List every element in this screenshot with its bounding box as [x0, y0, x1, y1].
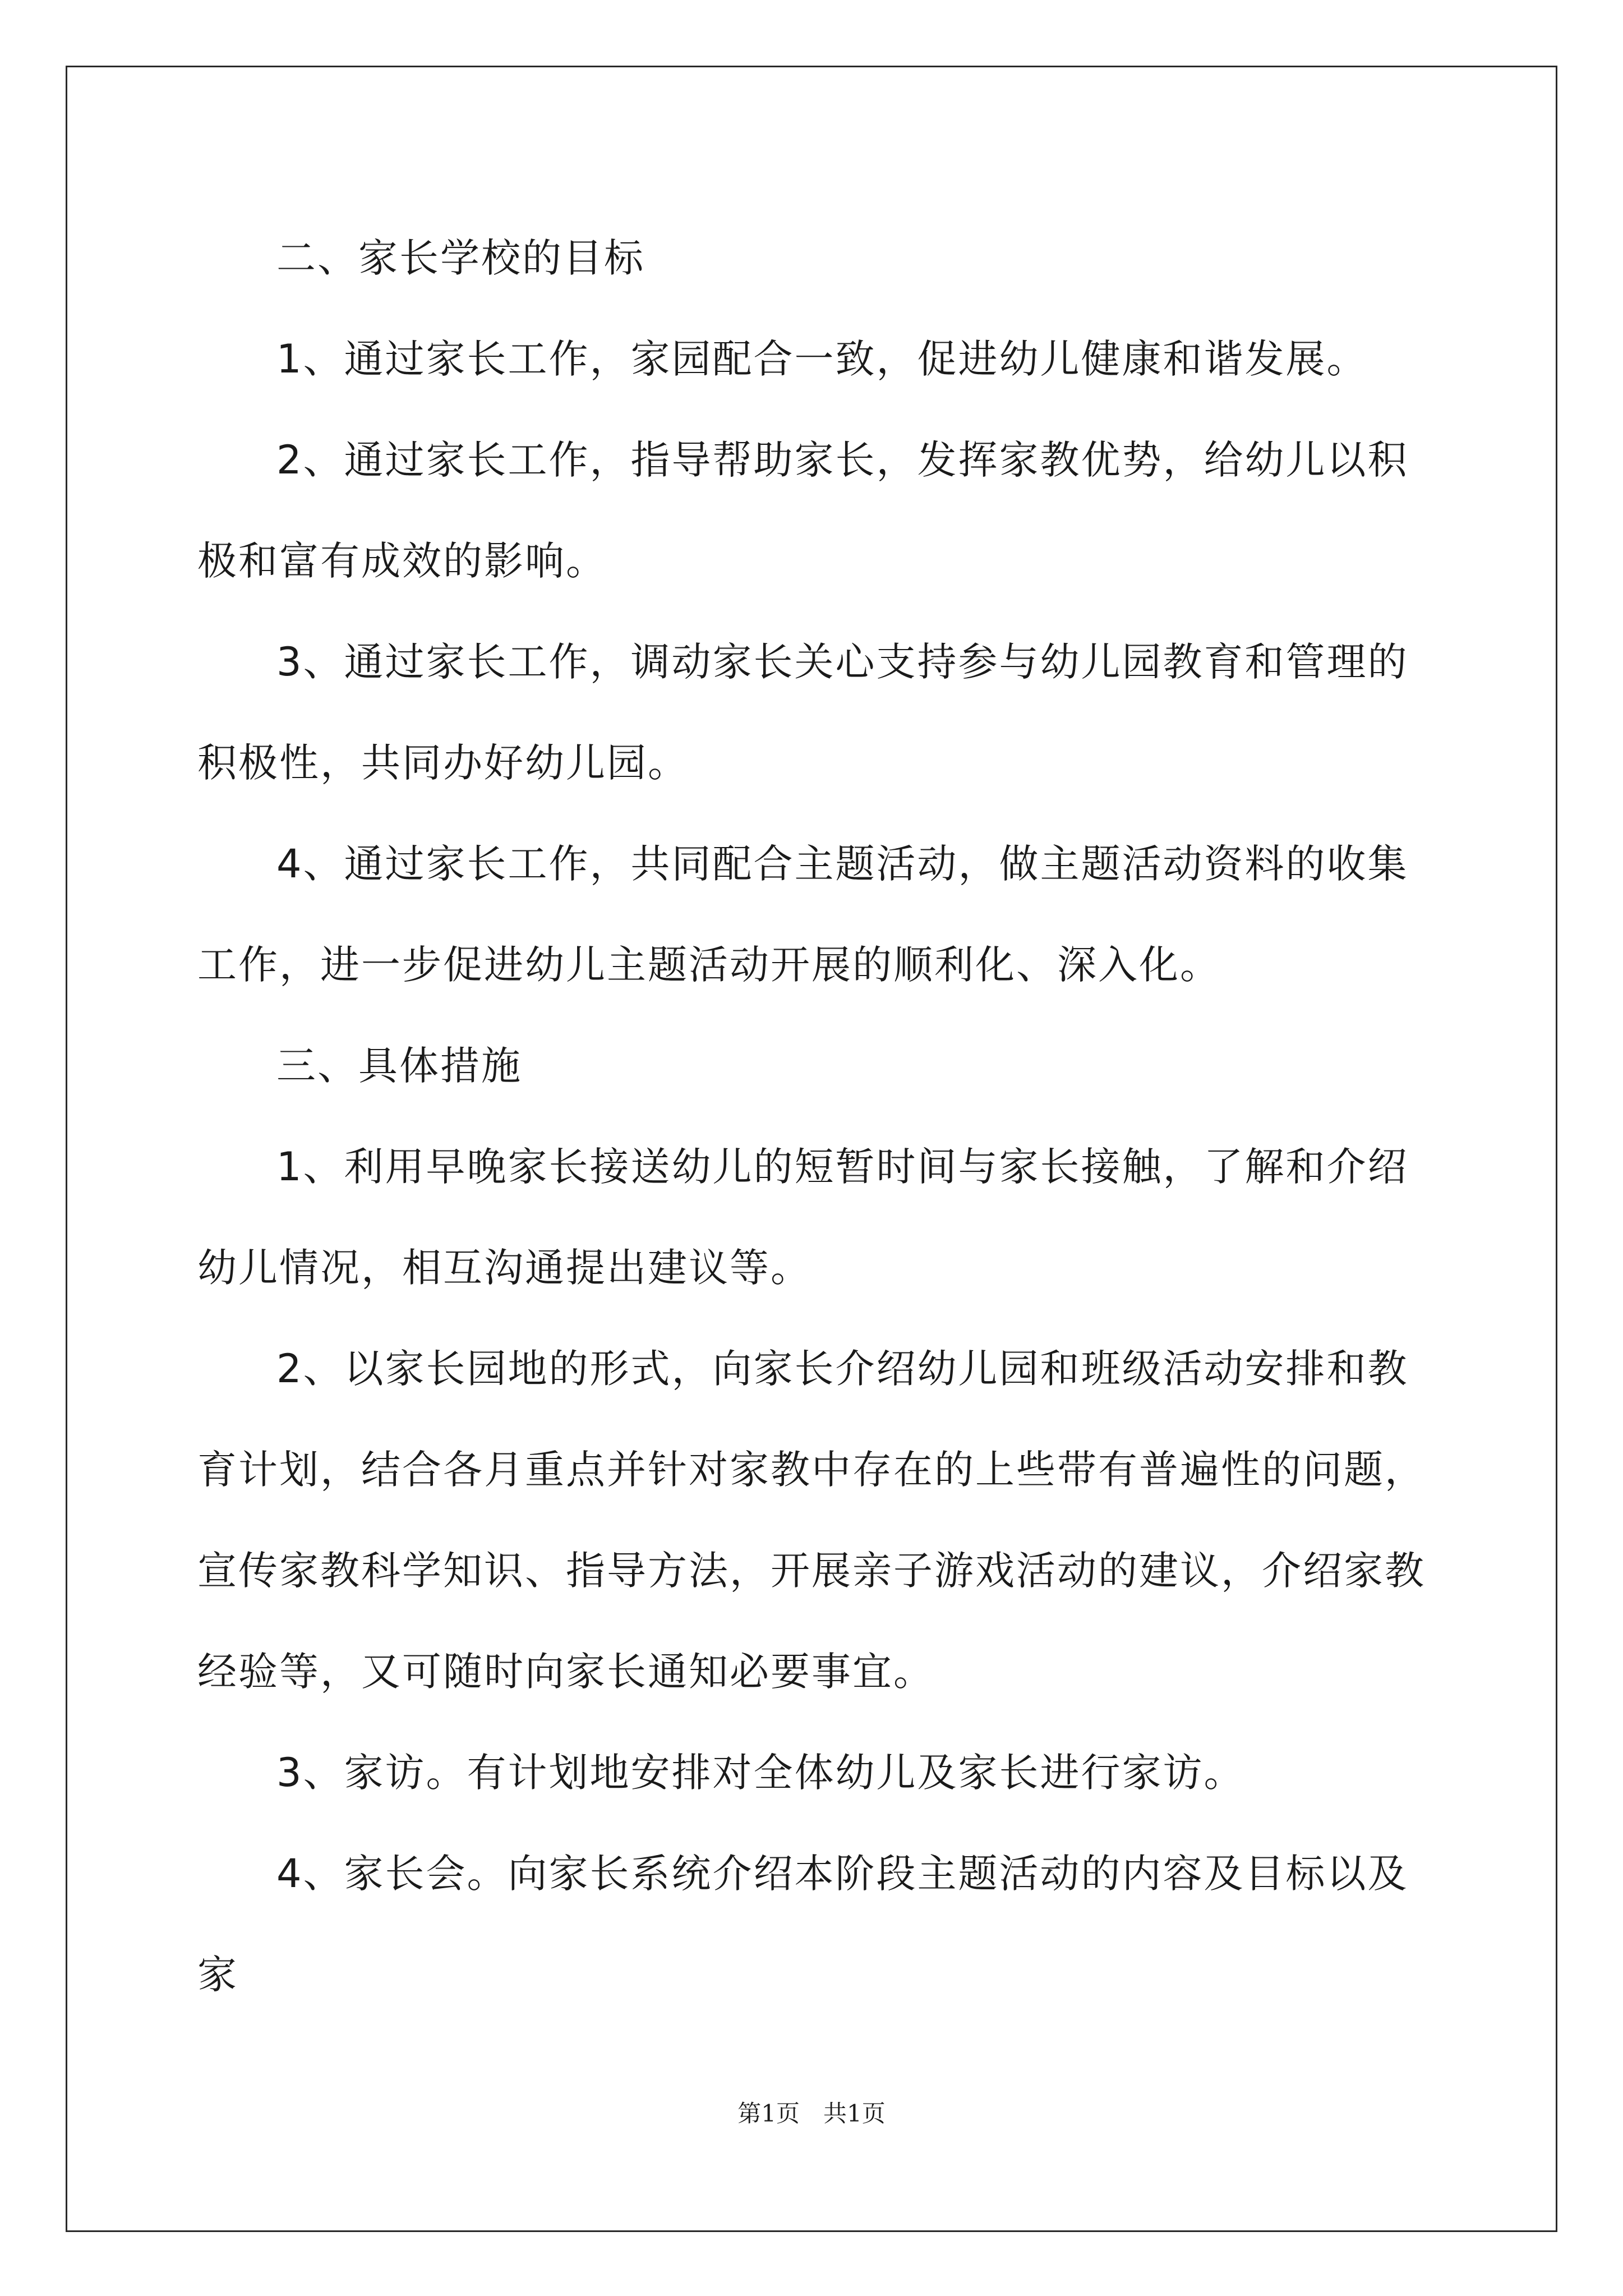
- measure-item-1: 1、利用早晚家长接送幼儿的短暂时间与家长接触，了解和介绍幼儿情况，相互沟通提出建议等。: [197, 1144, 1409, 1291]
- measure-item-2: 2、以家长园地的形式，向家长介绍幼儿园和班级活动安排和教育计划，结合各月重点并针对家教中存在的上些带有普遍性的问题，宣传家教科学知识、指导方法，开展亲子游戏活动的建议，介绍家教经验等，又可随时向家长通知必要事宜。: [197, 1346, 1426, 1695]
- page-number-footer: 第1页 共1页: [737, 2100, 886, 2127]
- goal-item-4: 4、通过家长工作，共同配合主题活动，做主题活动资料的收集工作，进一步促进幼儿主题活动开展的顺利化、深入化。: [197, 841, 1409, 988]
- document-body: [197, 208, 1427, 2025]
- heading-goals: 二、家长学校的目标: [276, 235, 645, 281]
- goal-item-3: 3、通过家长工作，调动家长关心支持参与幼儿园教育和管理的积极性，共同办好幼儿园。: [197, 639, 1409, 786]
- goal-item-1: 1、通过家长工作，家园配合一致，促进幼儿健康和谐发展。: [276, 336, 1368, 382]
- measure-item-4: 4、家长会。向家长系统介绍本阶段主题活动的内容及目标以及家: [197, 1851, 1409, 1998]
- goal-item-2: 2、通过家长工作，指导帮助家长，发挥家教优势，给幼儿以积极和富有成效的影响。: [197, 437, 1409, 584]
- measure-item-3: 3、家访。有计划地安排对全体幼儿及家长进行家访。: [276, 1750, 1245, 1796]
- heading-measures: 三、具体措施: [276, 1043, 522, 1089]
